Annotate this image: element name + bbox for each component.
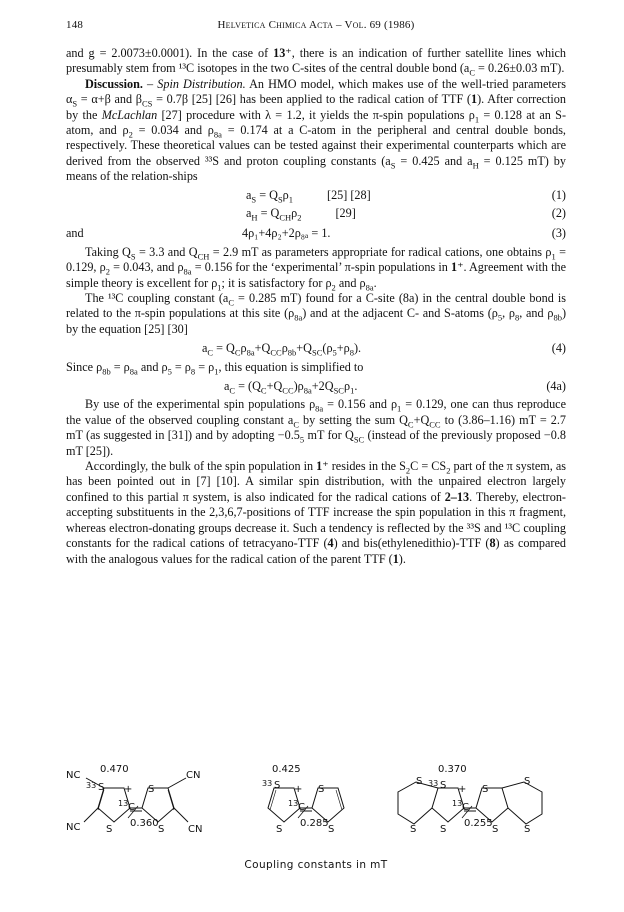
molecular-structures	[66, 752, 566, 857]
svg-text:S: S	[492, 824, 499, 835]
page-number: 148	[66, 19, 84, 31]
svg-text:S: S	[276, 824, 283, 835]
svg-text:C: C	[462, 802, 469, 813]
svg-text:CN: CN	[188, 824, 203, 835]
svg-text:S: S	[148, 784, 155, 795]
svg-text:S: S	[440, 780, 447, 791]
svg-text:NC: NC	[66, 770, 81, 781]
svg-text:13: 13	[118, 799, 129, 808]
svg-text:S: S	[440, 824, 447, 835]
svg-text:S: S	[328, 824, 335, 835]
equation-4a: $a_C = (Q_C+Q_{CC})\rho_{8a}+2Q_{SC}\rho_1$. (4a)	[224, 379, 566, 396]
label-m1-c13: 0.360	[130, 818, 159, 829]
structure-figure	[66, 752, 566, 882]
figure-caption: Coupling constants in mT	[244, 859, 388, 871]
paragraph-by-use: By use of the experimental spin populations $\rho_{8a} = 0.156$ and $\rho_1 = 0.129$, one can thus reproduce the value of the observed coupling constant $a_C$ by setting the sum $Q_C+Q_{CC}$ to (3.86–1.16) mT = 2.7 mT (as suggested in [31]) and by adopting $-0.5_5$ mT for $Q_{SC}$ (instead of the previously proposed −0.8 mT [25]).	[66, 397, 566, 458]
svg-text:S: S	[318, 784, 325, 795]
molecule-ttf	[268, 788, 344, 822]
label-m2-c13: 0.285	[300, 818, 329, 829]
svg-text:13: 13	[288, 799, 299, 808]
svg-text:S: S	[410, 824, 417, 835]
running-title: Helvetica Chimica Acta – Vol. 69 (1986)	[217, 19, 415, 31]
svg-text:S: S	[482, 784, 489, 795]
label-m2-s33: 0.425	[272, 764, 301, 775]
svg-text:+: +	[124, 784, 133, 795]
section-heading: Discussion.	[85, 76, 143, 91]
svg-text:+: +	[294, 784, 303, 795]
svg-text:CN: CN	[186, 770, 201, 781]
equation-number: (2)	[551, 206, 566, 221]
equation-4: $a_C = Q_C\rho_{8a}+Q_{CC}\rho_{8b}+Q_{SC}(\rho_5+\rho_8)$. (4)	[202, 341, 566, 358]
equation-number: (3)	[551, 226, 566, 241]
paragraph-discussion: Discussion. – Spin Distribution. An HMO model, which makes use of the well-tried parameters $\alpha_S = \alpha+\beta$ and $\beta_{CS} = 0.7\beta$ [25] [26] has been applied to the radical cation of TTF (1). After correction by the McLachlan [27] procedure with λ = 1.2, it yields the π-spin populations $\rho_1 = 0.128$ at an S-atom, and $\rho_2 = 0.034$ and $\rho_{8a} = 0.174$ at a C-atom in the peripheral and central double bonds, respectively. These theoretical values can be tested against their experimental counterparts which are derived from the observed ³³S and proton coupling constants ($a_S = 0.425$ and $a_H = 0.125$ mT) by means of the relation-ships	[66, 76, 567, 184]
paragraph-taking: Taking $Q_S = 3.3$ and $Q_{CH} = 2.9$ mT as parameters appropriate for radical cations, one obtains $\rho_1 = 0.129$, $\rho_2 = 0.043$, and $\rho_{8a} = 0.156$ for the ‘experimental’ π-spin populations in 1⁺. Agreement with the simple theory is excellent for $\rho_1$; it is satisfactory for $\rho_2$ and $\rho_{8a}$.	[66, 244, 567, 293]
svg-text:S: S	[274, 780, 281, 791]
svg-text:C: C	[298, 802, 305, 813]
equation-number: (1)	[551, 187, 566, 202]
label-m1-s33: 0.470	[100, 764, 129, 775]
svg-text:33: 33	[86, 781, 97, 790]
svg-text:S: S	[106, 824, 113, 835]
svg-text:33: 33	[262, 779, 273, 788]
equation-2: $a_H = Q_{CH}\rho_2$ [29] (2)	[246, 206, 566, 223]
svg-text:33: 33	[428, 779, 439, 788]
svg-text:+: +	[458, 784, 467, 795]
body-text	[66, 46, 566, 567]
paragraph-coupling: The ¹³C coupling constant ($a_C = 0.285$ mT) found for a C-site (8a) in the central double bond is related to the π-spin populations at this site $(\rho_{8a})$ and at the adjacent C- and S-atoms ($\rho_5$, $\rho_8$, and $\rho_{8b}$) by the equation [25] [30]	[66, 291, 566, 336]
svg-text:NC: NC	[66, 822, 81, 833]
subsection-heading: Spin Distribution.	[157, 76, 246, 91]
label-m3-c13: 0.255	[464, 818, 493, 829]
svg-text:S: S	[524, 824, 531, 835]
paragraph-since: Since $\rho_{8b} = \rho_{8a}$ and $\rho_5 = \rho_8 = \rho_1$, this equation is simplified to	[66, 359, 364, 377]
equation-number: (4)	[551, 341, 566, 356]
svg-text:S: S	[524, 776, 531, 787]
svg-text:S: S	[98, 782, 105, 793]
paragraph-accordingly: Accordingly, the bulk of the spin population in 1⁺ resides in the $S_2C = CS_2$ part of the π system, as has been pointed out in [7] [10]. A similar spin distribution, with the unpaired electron largely confined to this partial π system, is also indicated for the radical cations of 2–13. Thereby, electron-accepting substituents in the 2,3,6,7-positions of TTF increase the spin population in this π fragment, whereas electron-donating groups decrease it. Such a tendency is reflected by the ³³S and ¹³C coupling constants for the radical cations of tetracyano-TTF (4) and bis(ethylenedithio)-TTF (8) as compared with the analogous values for the radical cation of the parent TTF (1).	[66, 459, 566, 566]
label-m3-s33: 0.370	[438, 764, 467, 775]
equation-1: $a_S = Q_S\rho_1$ [25] [28] (1)	[246, 187, 566, 205]
paragraph-intro: and g = 2.0073±0.0001). In the case of 13⁺, there is an indication of further satellite lines which presumably stem from ¹³C isotopes in the two C-sites of the central double bond ($a_C = 0.26\pm 0.03$ mT).	[66, 46, 566, 78]
svg-text:S: S	[416, 776, 423, 787]
equation-3: and 4ρ₁+4ρ₂+2ρ₈ₐ = 1. (3)	[66, 226, 566, 241]
equation-number: (4a)	[546, 379, 566, 394]
svg-text:13: 13	[452, 799, 463, 808]
svg-text:C: C	[128, 802, 135, 813]
page-header	[66, 19, 566, 35]
svg-text:S: S	[158, 824, 165, 835]
